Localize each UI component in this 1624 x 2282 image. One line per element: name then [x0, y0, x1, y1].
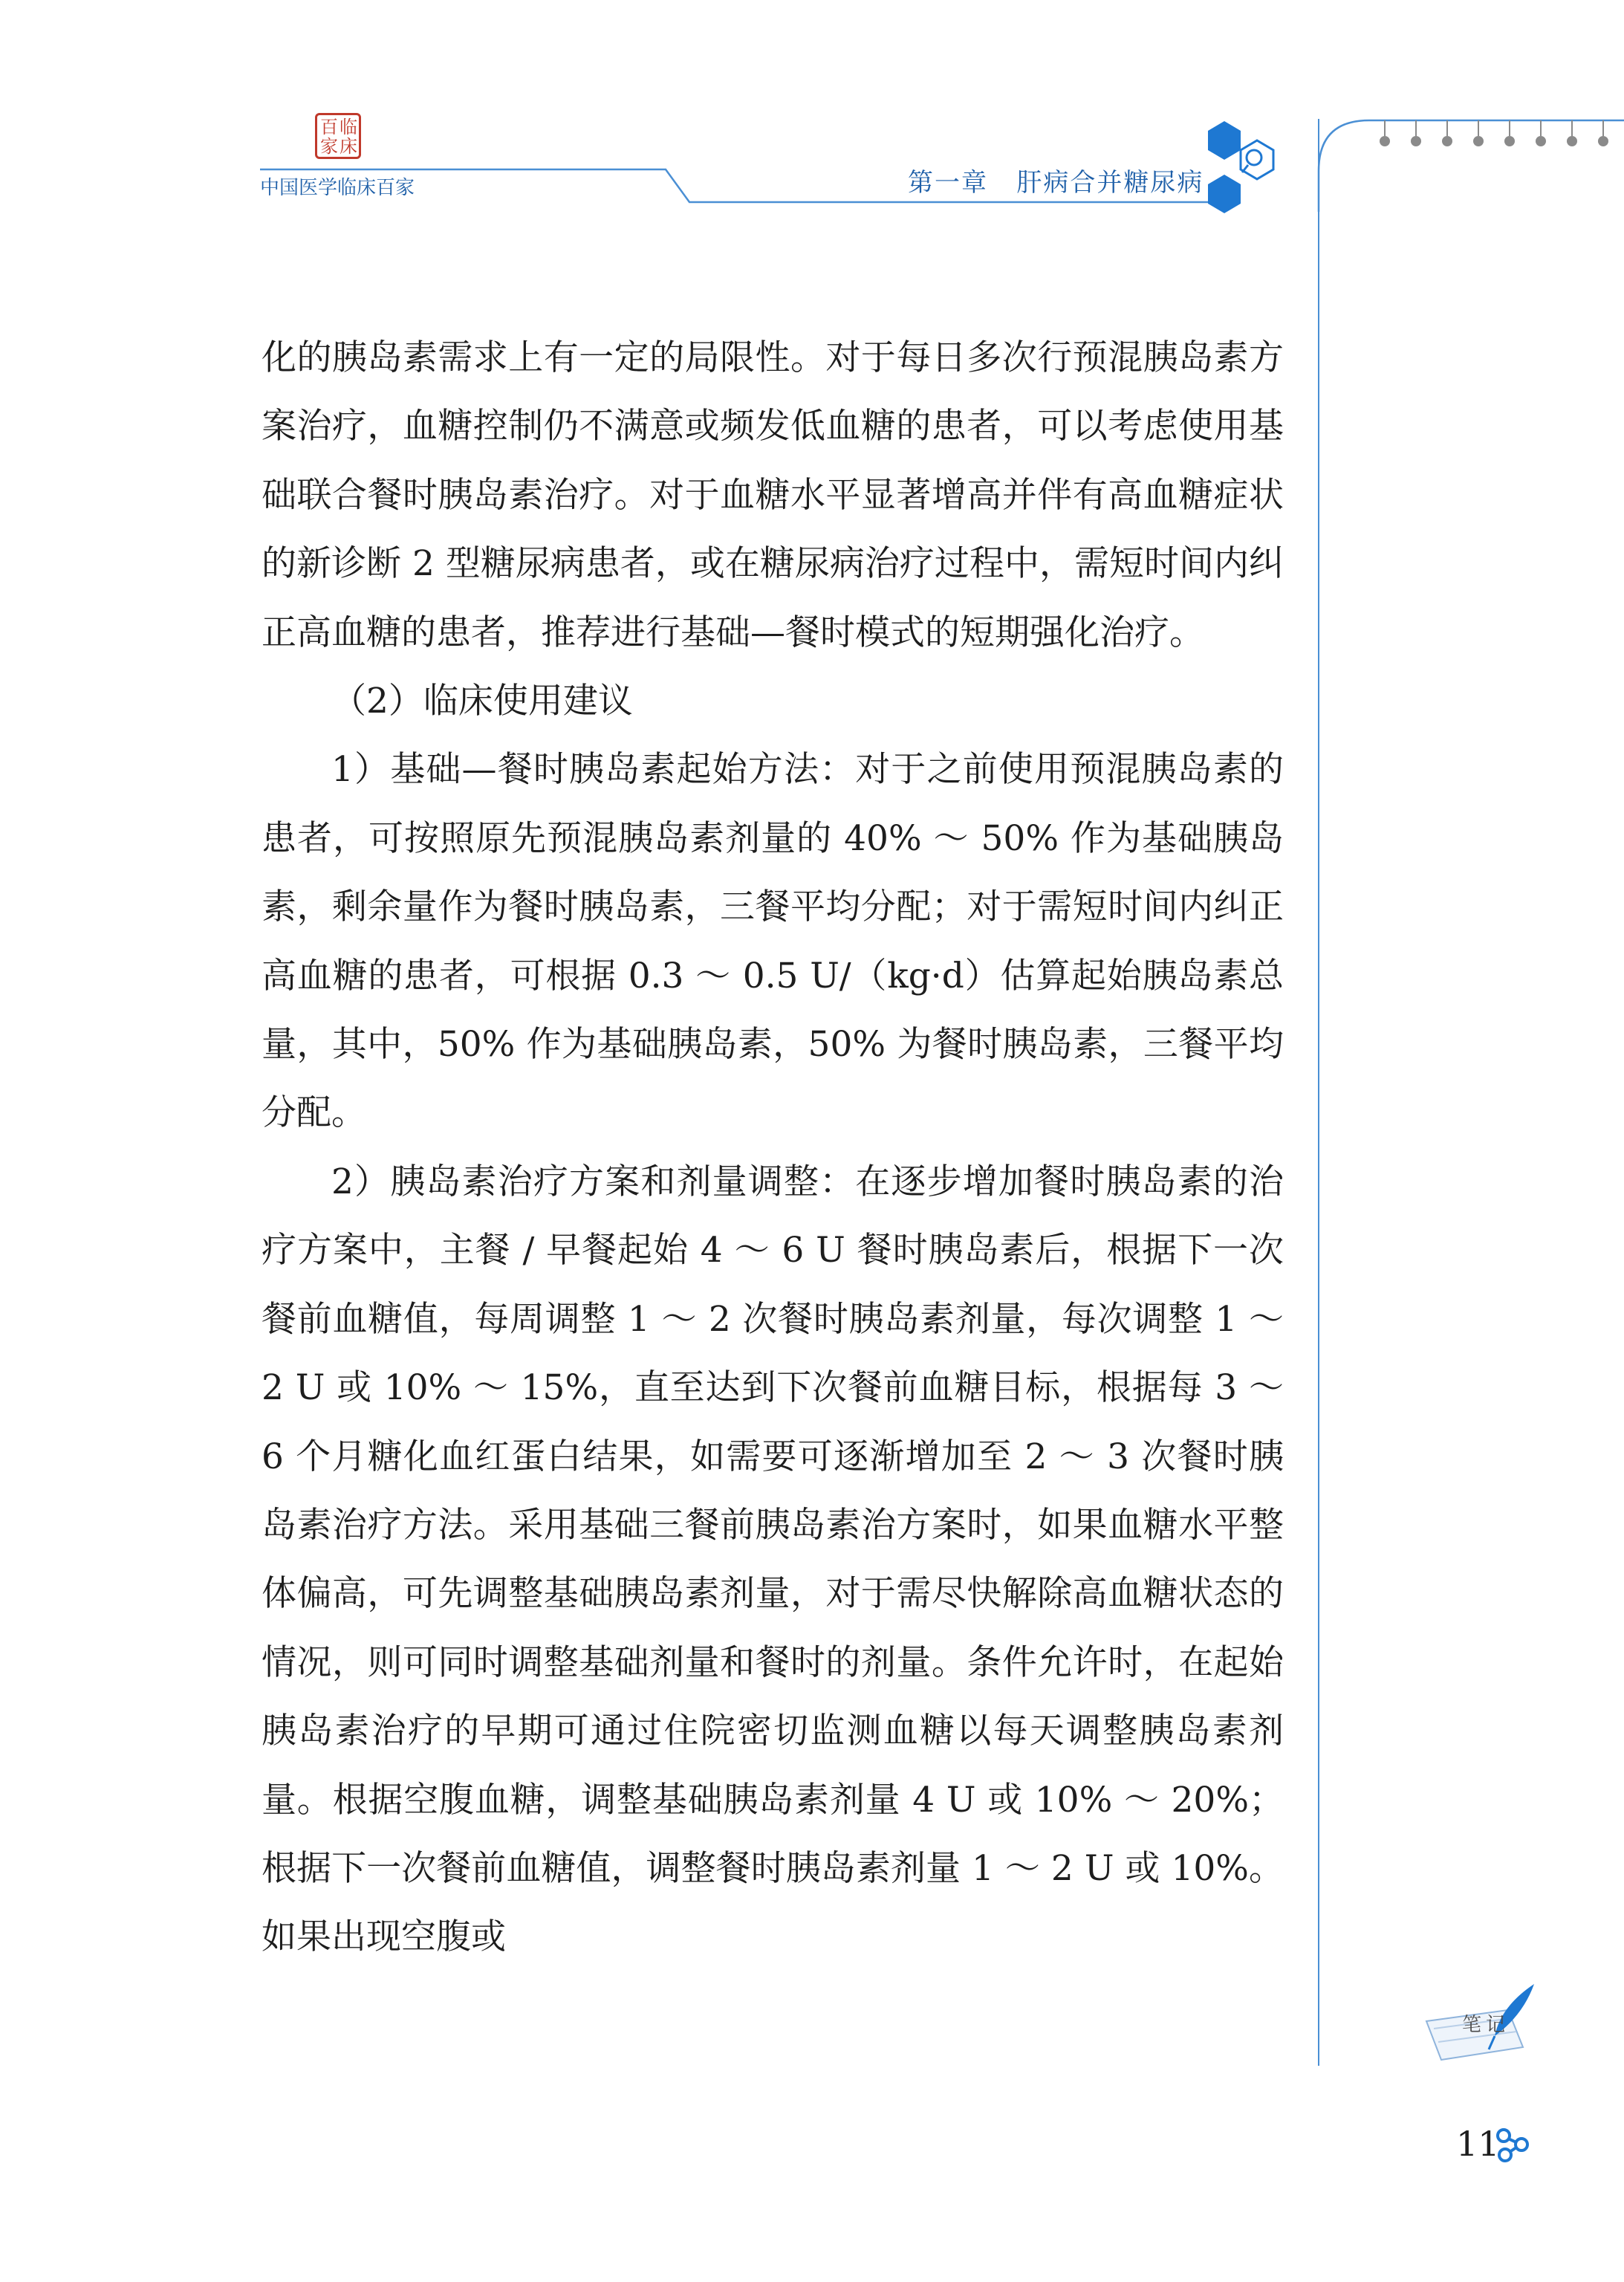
series-title: 中国医学临床百家 [260, 177, 415, 199]
chapter-title: 第一章 肝病合并糖尿病 [908, 168, 1204, 198]
page-header [0, 0, 1624, 238]
seal-char: 临 [340, 117, 357, 137]
seal-char: 家 [320, 136, 338, 157]
share-nodes-icon [1495, 2127, 1532, 2164]
paragraph: 2）胰岛素治疗方案和剂量调整：在逐步增加餐时胰岛素的治疗方案中，主餐 / 早餐起始 4 ～ 6 U 餐时胰岛素后，根据下一次餐前血糖值，每周调整 1 ～ 2 次餐时胰岛素剂量，每次调整 1 ～ 2 U 或 10% ～ 15%，直至达到下次餐前血糖目标，根据每 3 ～ 6 个月糖化血红蛋白结果，如需要可逐渐增加至 2 ～ 3 次餐时胰岛素治疗方法。采用基础三餐前胰岛素治方案时，如果血糖水平整体偏高，可先调整基础胰岛素剂量，对于需尽快解除高血糖状态的情况，则可同时调整基础剂量和餐时的剂量。条件允许时，在起始胰岛素治疗的早期可通过住院密切监测血糖以每天调整胰岛素剂量。根据空腹血糖，调整基础胰岛素剂量 4 U 或 10% ～ 20%；根据下一次餐前血糖值，调整餐时胰岛素剂量 1 ～ 2 U 或 10%。如果出现空腹或 [262, 1161, 1284, 1958]
page-number: 11 [1456, 2124, 1500, 2164]
main-text [262, 324, 1284, 1972]
header-decoration-icon [0, 0, 1624, 238]
seal-logo-icon [315, 113, 361, 159]
margin-divider [1318, 119, 1319, 2066]
section-heading: （2）临床使用建议 [331, 681, 633, 722]
paragraph: 化的胰岛素需求上有一定的局限性。对于每日多次行预混胰岛素方案治疗，血糖控制仍不满意或频发低血糖的患者，可以考虑使用基础联合餐时胰岛素治疗。对于血糖水平显著增高并伴有高血糖症状的新诊断 2 型糖尿病患者，或在糖尿病治疗过程中，需短时间内纠正高血糖的患者，推荐进行基础—餐时模式的短期强化治疗。 [262, 337, 1284, 653]
seal-char: 百 [320, 117, 338, 137]
paragraph: 1）基础—餐时胰岛素起始方法：对于之前使用预混胰岛素的患者，可按照原先预混胰岛素剂量的 40% ～ 50% 作为基础胰岛素，剩余量作为餐时胰岛素，三餐平均分配；对于需短时间内纠正高血糖的患者，可根据 0.3 ～ 0.5 U/（kg·d）估算起始胰岛素总量，其中，50% 作为基础胰岛素，50% 为餐时胰岛素，三餐平均分配。 [262, 749, 1284, 1134]
notes-label: 笔记 [1462, 2014, 1510, 2036]
seal-char: 床 [340, 136, 357, 157]
